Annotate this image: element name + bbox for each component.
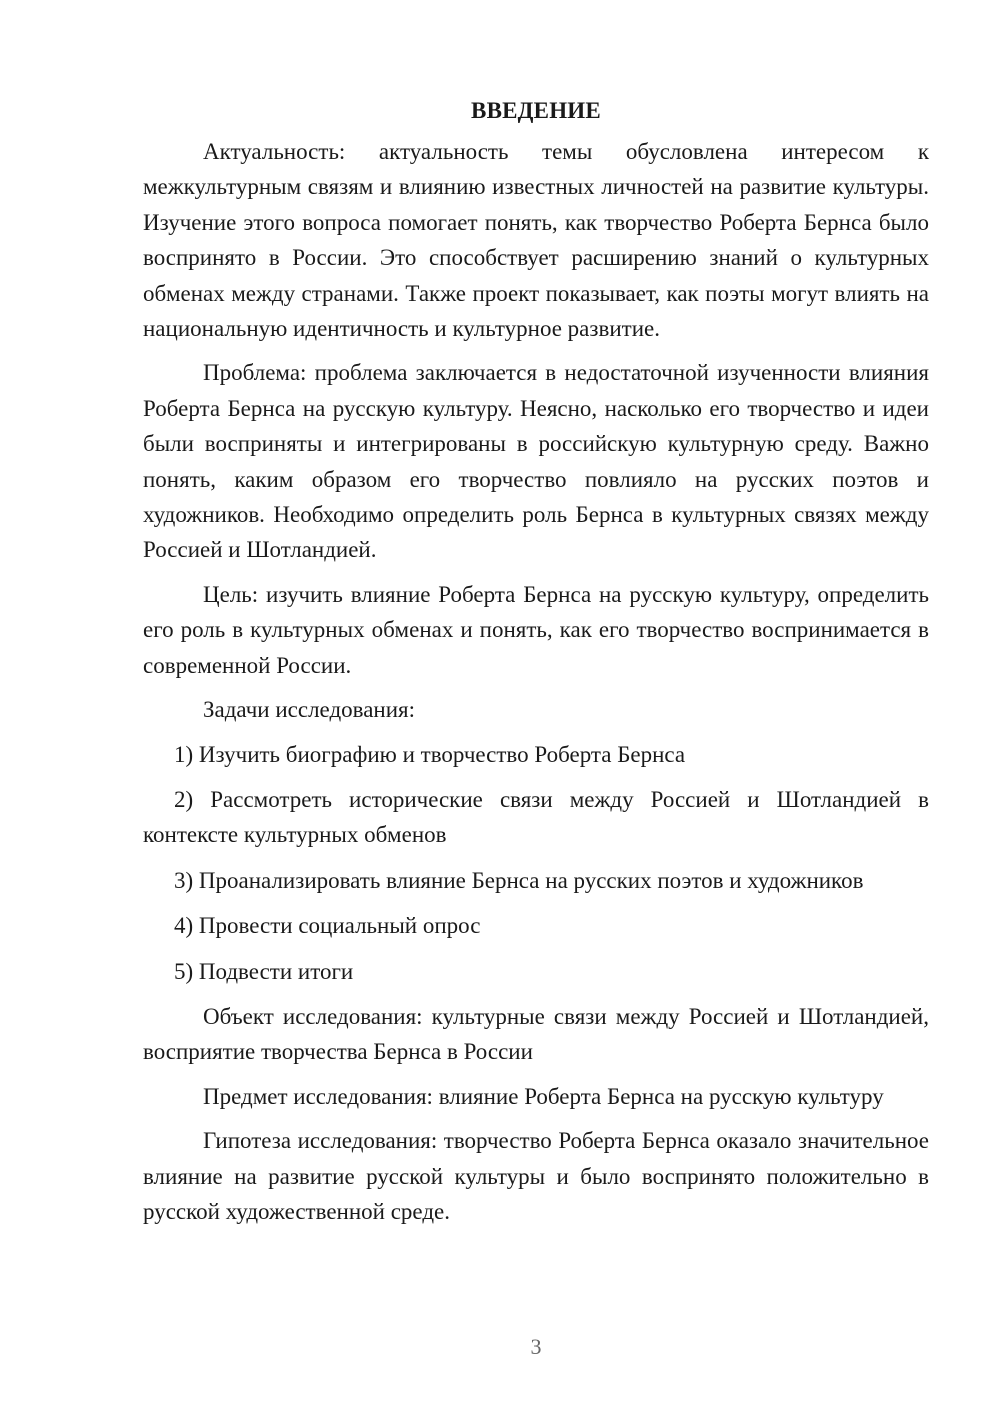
task-item: 5) Подвести итоги <box>174 958 354 984</box>
page-title: ВВЕДЕНИЕ <box>471 98 601 123</box>
page-number: 3 <box>530 1334 542 1359</box>
relevance-paragraph: Актуальность: актуальность темы обусловлена интересом к межкультурным связям и влиянию известных личностей на развитие культуры. Изучение этого вопроса помогает понять, как творчество Роберта Бернса было воспринято в России. Это способствует расширению знаний о культурных обменах между странами. Также проект показывает, как поэты могут влиять на национальную идентичность и культурное развитие. <box>143 139 929 342</box>
hypothesis-paragraph: Гипотеза исследования: творчество Роберта Бернса оказало значительное влияние на развитие русской культуры и было воспринято положительно в русской художественной среде. <box>143 1128 929 1224</box>
document-page <box>143 96 929 1238</box>
problem-paragraph: Проблема: проблема заключается в недостаточной изученности влияния Роберта Бернса на русскую культуру. Неясно, насколько его творчество и идеи были восприняты и интегрированы в российскую культурную среду. Важно понять, каким образом его творчество повлияло на русских поэтов и художников. Необходимо определить роль Бернса в культурных связях между Россией и Шотландией. <box>143 360 929 563</box>
task-item: 2) Рассмотреть исторические связи между Россией и Шотландией в контексте культурных обменов <box>143 786 929 848</box>
object-paragraph: Объект исследования: культурные связи между Россией и Шотландией, восприятие творчества Бернса в России <box>143 1003 929 1065</box>
subject-paragraph: Предмет исследования: влияние Роберта Бернса на русскую культуру <box>203 1083 884 1109</box>
tasks-heading: Задачи исследования: <box>203 697 416 723</box>
task-item: 3) Проанализировать влияние Бернса на русских поэтов и художников <box>174 867 864 893</box>
goal-paragraph: Цель: изучить влияние Роберта Бернса на русскую культуру, определить его роль в культурных обменах и понять, как его творчество воспринимается в современной России. <box>143 581 929 678</box>
task-item: 4) Провести социальный опрос <box>174 913 481 939</box>
task-item: 1) Изучить биографию и творчество Роберта Бернса <box>174 741 686 767</box>
